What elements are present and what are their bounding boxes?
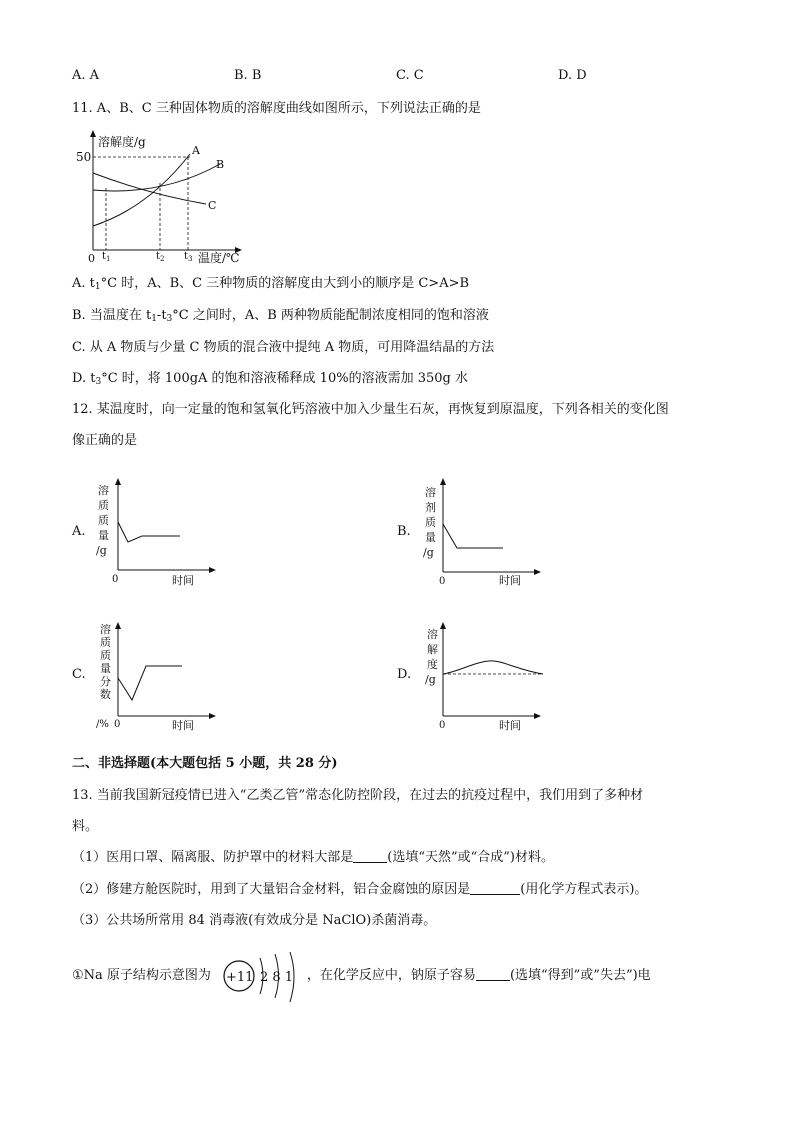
- q10-option-d: D. D: [558, 68, 587, 83]
- svg-text:时间: 时间: [172, 574, 194, 587]
- svg-text:t2: $t_2$: [156, 251, 165, 263]
- svg-text:时间: 时间: [499, 719, 521, 732]
- svg-text:/g: /g: [96, 544, 107, 557]
- svg-text:质: 质: [100, 649, 111, 662]
- q12-letter-c: C.: [72, 667, 86, 682]
- q10-option-a: A. A: [72, 68, 100, 83]
- electron-shells: 2 8 1: [260, 970, 294, 985]
- svg-text:量: 量: [425, 531, 436, 544]
- svg-text:剂: 剂: [425, 501, 436, 514]
- q10-option-c: C. C: [396, 68, 424, 83]
- q12-graph-a: [92, 476, 232, 588]
- section2-title: 二、非选择题(本大题包括 5 小题，共 28 分): [72, 756, 338, 771]
- curve-label-b: B: [216, 158, 225, 171]
- svg-text:溶: 溶: [425, 486, 436, 499]
- svg-text:/%: /%: [96, 719, 109, 730]
- graph-y-label: 溶解度/g: [98, 135, 146, 149]
- curve-label-c: C: [208, 199, 217, 212]
- graph-x-label: 温度/℃: [198, 251, 240, 265]
- svg-text:量: 量: [100, 662, 111, 675]
- curve-label-a: A: [192, 144, 200, 157]
- q11-option-b: B. 当温度在 $t_1-t_3^\circ C$ 之间时，A、B 两种物质能配制浓度相同的饱和溶液: [72, 308, 489, 324]
- svg-text:/g: /g: [423, 546, 434, 559]
- q13-part1: （1）医用口罩、隔离服、防护罩中的材料大部是 (选填“天然”或“合成”)材料。: [72, 850, 555, 865]
- svg-text:溶: 溶: [427, 628, 438, 641]
- svg-text:时间: 时间: [172, 719, 194, 732]
- q13-blank-1[interactable]: [353, 850, 387, 863]
- svg-text:度: 度: [427, 658, 438, 671]
- q13-part3-sub1: ①Na 原子结构示意图为 ，在化学反应中，钠原子容易 (选填“得到”或”失去”)电: [72, 968, 651, 983]
- curve-b: [93, 164, 220, 191]
- svg-text:数: 数: [100, 688, 111, 701]
- q12-graph-b: [417, 476, 557, 588]
- svg-text:量: 量: [98, 529, 109, 542]
- svg-text:质: 质: [100, 636, 111, 649]
- q12-stem-line2: 像正确的是: [72, 433, 138, 448]
- sodium-atom-diagram: [220, 950, 316, 1006]
- svg-text:分: 分: [100, 675, 111, 688]
- q12-letter-b: B.: [397, 524, 411, 539]
- q13-part3: （3）公共场所常用 84 消毒液(有效成分是 NaClO)杀菌消毒。: [72, 913, 437, 928]
- q13-blank-3[interactable]: [476, 968, 510, 981]
- svg-text:/g: /g: [425, 673, 436, 686]
- q11-stem: 11. A、B、C 三种固体物质的溶解度曲线如图所示，下列说法正确的是: [72, 101, 481, 116]
- svg-text:溶: 溶: [98, 484, 109, 497]
- svg-text:t3: $t_3$: [184, 251, 193, 263]
- q12-graph-d: [417, 620, 557, 736]
- svg-text:质: 质: [98, 514, 109, 527]
- q12-stem-line1: 12. 某温度时，向一定量的饱和氢氧化钙溶液中加入少量生石灰，再恢复到原温度，下列各相关的变化图: [72, 402, 669, 417]
- q12-graph-c: [92, 620, 232, 736]
- q11-option-d: D. $t_3^\circ C$ 时，将 100gA 的饱和溶液稀释成 10%的溶液需加 350g 水: [72, 371, 468, 387]
- q11-option-c: C. 从 A 物质与少量 C 物质的混合液中提纯 A 物质，可用降温结晶的方法: [72, 340, 495, 355]
- q13-line1: 13. 当前我国新冠疫情已进入“乙类乙管”常态化防控阶段，在过去的抗疫过程中，我们用到了多种材: [72, 788, 644, 803]
- svg-text:0: 0: [439, 720, 446, 731]
- q11-solubility-graph: [68, 128, 248, 266]
- q11-option-a: A. $t_1^\circ C$ 时，A、B、C 三种物质的溶解度由大到小的顺序是 C>A>B: [72, 276, 470, 292]
- q13-blank-2[interactable]: [470, 882, 520, 895]
- svg-text:质: 质: [98, 499, 109, 512]
- curve-a: [93, 154, 190, 226]
- svg-text:0: 0: [114, 719, 121, 730]
- q13-line2: 料。: [72, 819, 99, 834]
- graph-origin: 0: [88, 252, 95, 265]
- q10-option-b: B. B: [234, 68, 262, 83]
- svg-text:质: 质: [425, 516, 436, 529]
- svg-text:溶: 溶: [100, 623, 111, 636]
- svg-text:时间: 时间: [499, 574, 521, 587]
- graph-y-tick-50: 50: [76, 150, 92, 164]
- svg-text:0: 0: [112, 574, 119, 585]
- svg-text:0: 0: [439, 576, 446, 587]
- q12-letter-a: A.: [72, 524, 86, 539]
- q12-letter-d: D.: [397, 667, 412, 682]
- nucleus-charge: +11: [226, 970, 254, 985]
- q13-part2: （2）修建方舱医院时，用到了大量铝合金材料，铝合金腐蚀的原因是 (用化学方程式表示)。: [72, 882, 648, 897]
- svg-text:解: 解: [427, 643, 438, 656]
- svg-text:t1: $t_1$: [102, 251, 111, 263]
